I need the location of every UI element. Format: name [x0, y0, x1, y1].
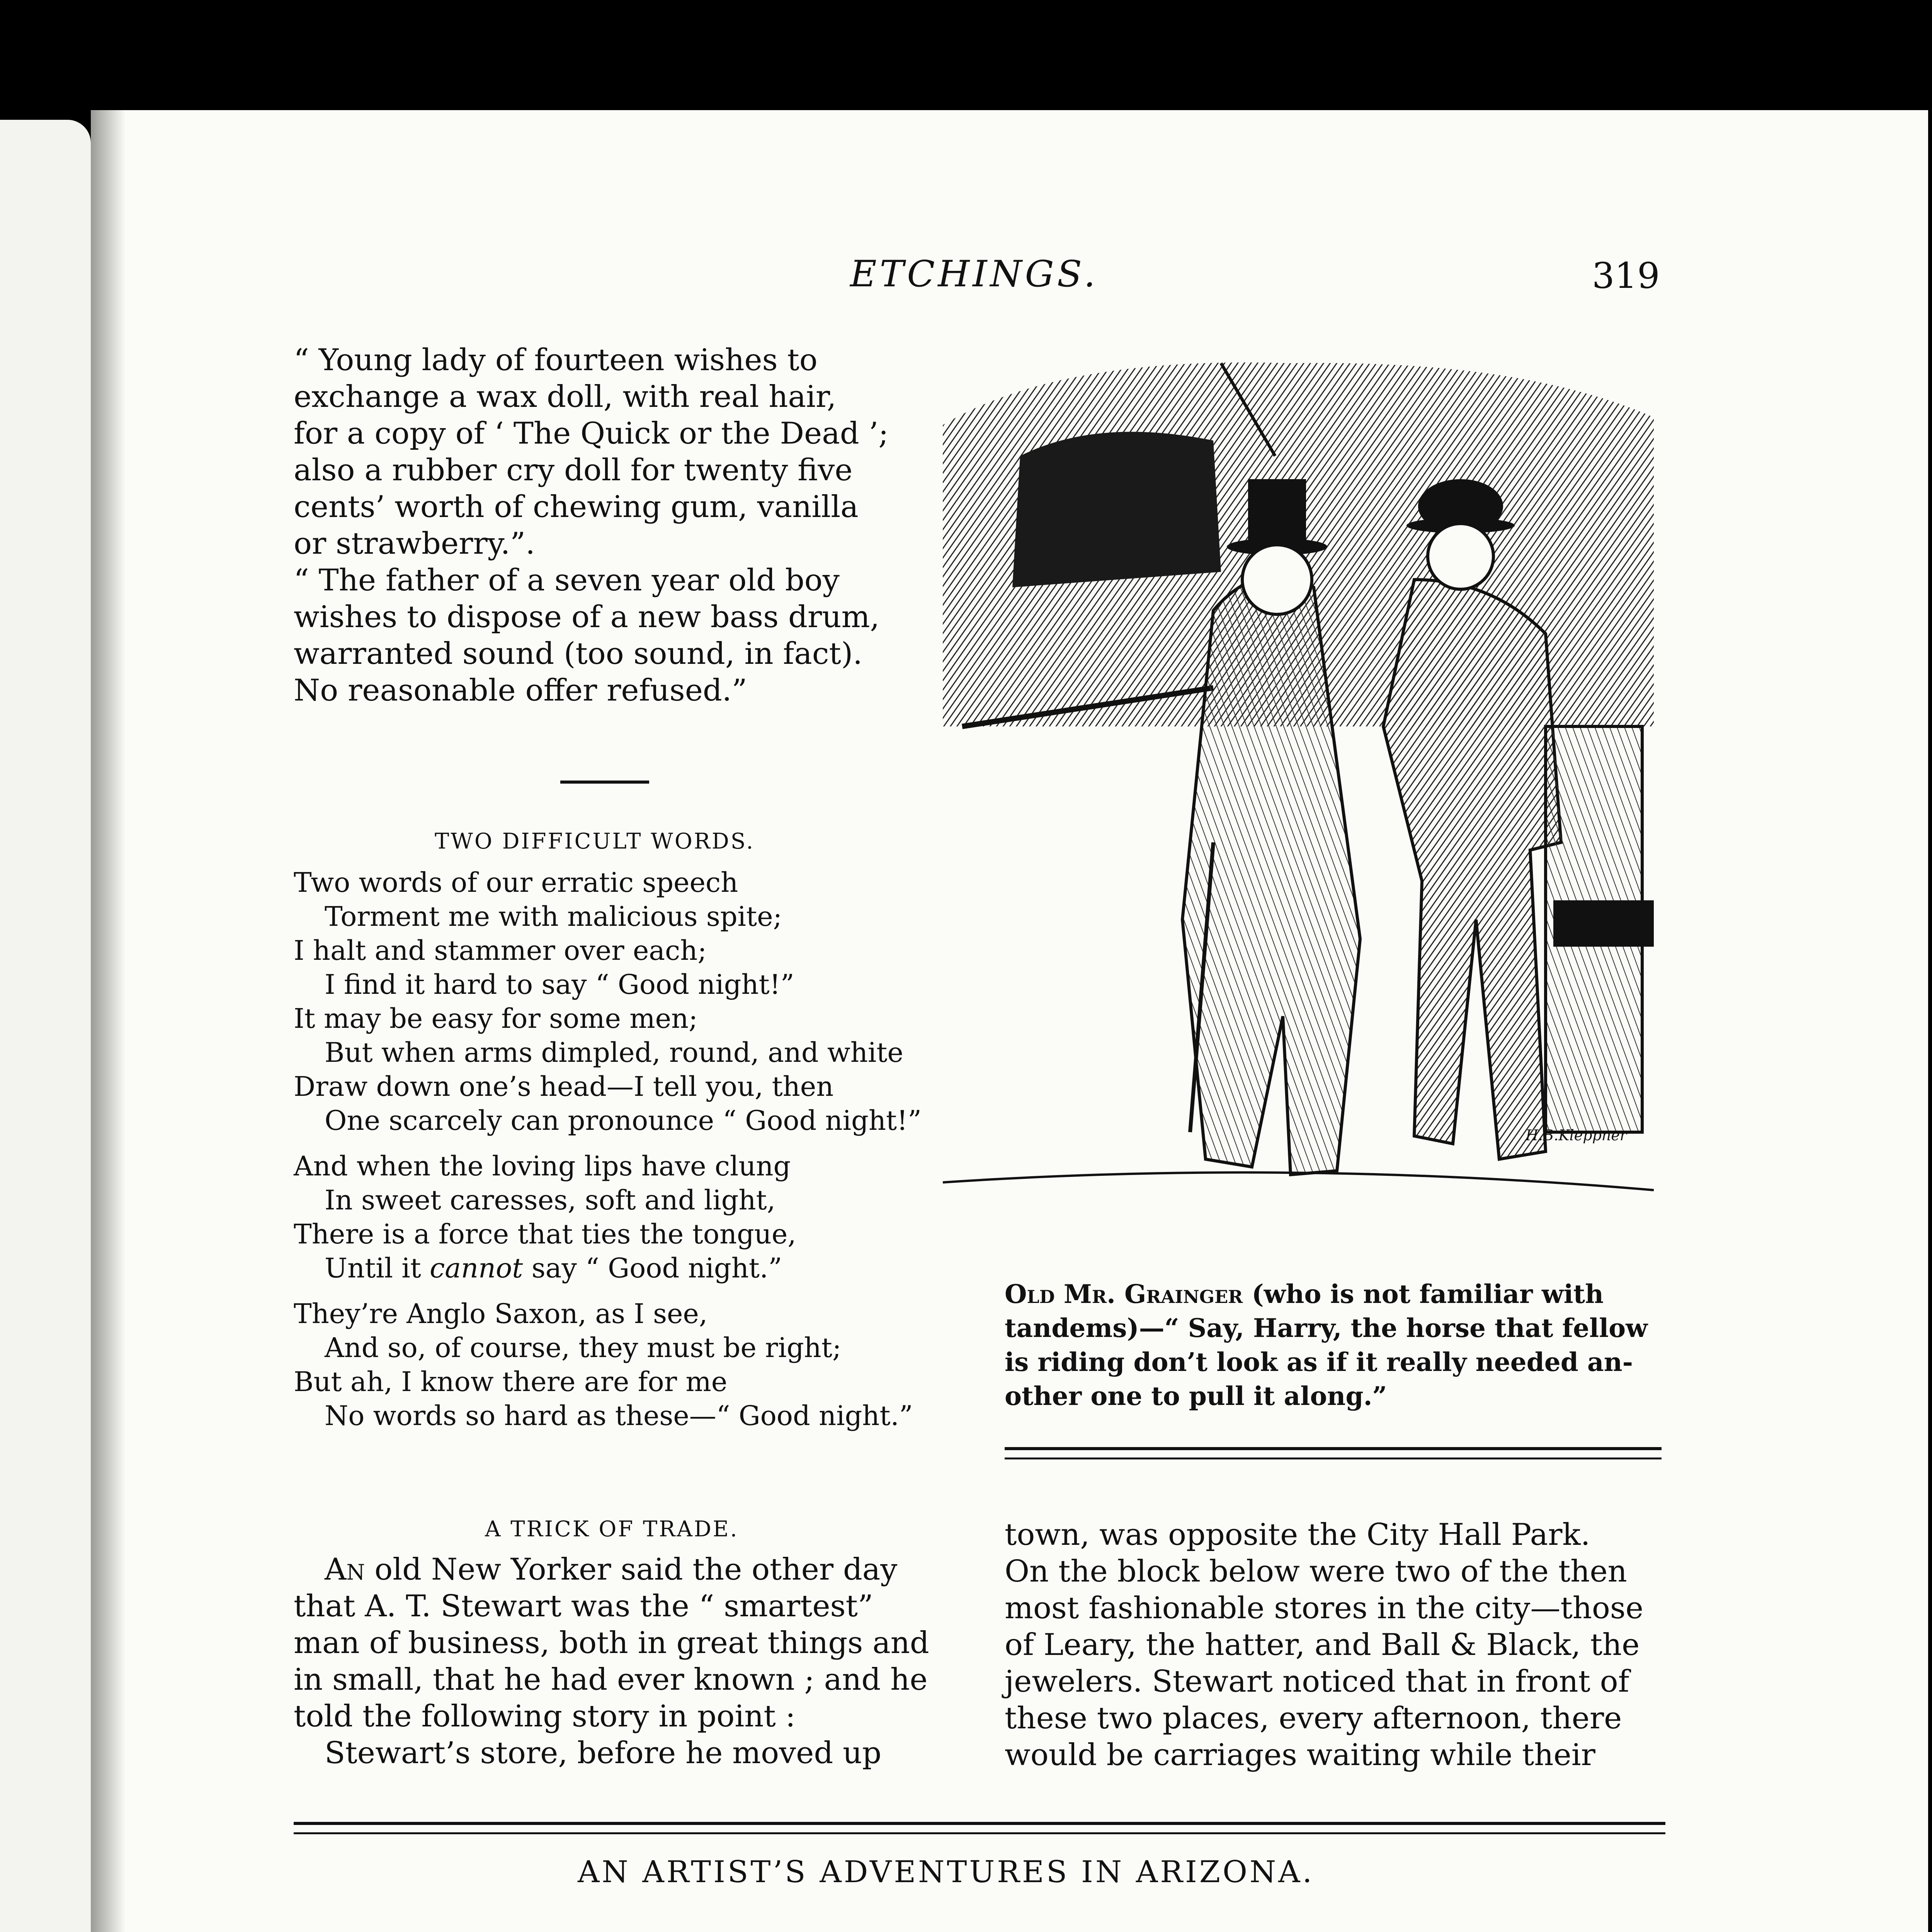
- poem-line: They’re Anglo Saxon, as I see,: [294, 1298, 708, 1330]
- poem-line: No words so hard as these—“ Good night.”: [325, 1400, 913, 1432]
- article-line: would be carriages waiting while their: [1005, 1738, 1595, 1772]
- ad-text-block: [294, 342, 889, 709]
- cartoon-panel-1: [340, 1924, 900, 1932]
- poem-line: In sweet caresses, soft and light,: [325, 1184, 776, 1216]
- article-line: that A. T. Stewart was the “ smartest”: [294, 1589, 873, 1624]
- caption-line: other one to pull it along.”: [1005, 1381, 1387, 1411]
- artist-and-cowboy-drawing: [340, 1924, 900, 1932]
- ad-line: warranted sound (too sound, in fact).: [294, 636, 863, 671]
- full-double-rule-bottom: [294, 1832, 1665, 1834]
- article-line: Stewart’s store, before he moved up: [325, 1736, 882, 1770]
- article-line: jewelers. Stewart noticed that in front of: [1005, 1664, 1629, 1699]
- poem-title: TWO DIFFICULT WORDS.: [435, 829, 755, 854]
- double-rule-bottom: [1005, 1458, 1662, 1459]
- ad-line: wishes to dispose of a new bass drum,: [294, 600, 880, 634]
- caption-line: [1005, 1277, 1648, 1311]
- poem-line: It may be easy for some men;: [294, 1003, 698, 1034]
- poem-line: There is a force that ties the tongue,: [294, 1218, 796, 1250]
- poem-line: And when the loving lips have clung: [294, 1150, 791, 1182]
- poem-body: [294, 866, 922, 1433]
- ad-line: No reasonable offer refused.”: [294, 673, 747, 708]
- ad-line: exchange a wax doll, with real hair,: [294, 379, 837, 414]
- full-double-rule-top: [294, 1822, 1665, 1825]
- poem-line-start: Until it: [325, 1252, 421, 1284]
- caption-speaker: Old Mr. Grainger: [1005, 1279, 1243, 1309]
- tandem-illustration: [943, 340, 1665, 1221]
- article-line: man of business, both in great things and: [294, 1626, 929, 1660]
- tandem-etching: [943, 340, 1665, 1221]
- ad-line: cents’ worth of chewing gum, vanilla: [294, 490, 859, 524]
- article-line: of Leary, the hatter, and Ball & Black, the: [1005, 1628, 1640, 1662]
- spine-shadow: [91, 110, 126, 1932]
- poem-line: One scarcely can pronounce “ Good night!”: [325, 1105, 922, 1136]
- poem-line: But when arms dimpled, round, and white: [325, 1037, 903, 1068]
- poem-line: And so, of course, they must be right;: [325, 1332, 842, 1364]
- facing-page-edge: [0, 120, 91, 1932]
- ad-line: for a copy of ‘ The Quick or the Dead ’;: [294, 416, 889, 451]
- poem-line-end: say “ Good night.”: [531, 1252, 782, 1284]
- article-column-left: [294, 1551, 929, 1772]
- article-line-rest: old New Yorker said the other day: [374, 1552, 898, 1587]
- poem-line: Two words of our erratic speech: [294, 867, 738, 898]
- article-line: On the block below were two of the then: [1005, 1554, 1627, 1589]
- running-title: ETCHINGS.: [850, 253, 1099, 295]
- page-number: 319: [1592, 255, 1660, 296]
- caption-line: is riding don’t look as if it really needed an-: [1005, 1347, 1633, 1377]
- article-line: in small, that he had ever known ; and he: [294, 1662, 928, 1697]
- article-title: A TRICK OF TRADE.: [485, 1517, 739, 1542]
- article-line: these two places, every afternoon, there: [1005, 1701, 1622, 1736]
- cartoon-title: AN ARTIST’S ADVENTURES IN ARIZONA.: [578, 1855, 1315, 1889]
- poem-line: Torment me with malicious spite;: [325, 901, 782, 932]
- section-divider: [560, 781, 649, 784]
- double-rule-top: [1005, 1447, 1662, 1450]
- ad-line: “ Young lady of fourteen wishes to: [294, 343, 818, 378]
- poem-line: But ah, I know there are for me: [294, 1366, 728, 1398]
- caption-line-rest: (who is not familiar with: [1252, 1279, 1604, 1309]
- poem-line: I halt and stammer over each;: [294, 935, 707, 966]
- ad-line: “ The father of a seven year old boy: [294, 563, 840, 598]
- article-lead-word: An: [325, 1552, 365, 1587]
- article-line: [294, 1551, 929, 1588]
- poem-emphasis: cannot: [430, 1252, 523, 1284]
- illustrator-signature: H.B.Kleppner: [1525, 1127, 1627, 1144]
- article-line: most fashionable stores in the city—those: [1005, 1591, 1644, 1626]
- ad-line: also a rubber cry doll for twenty five: [294, 453, 853, 488]
- ad-line: or strawberry.”.: [294, 526, 535, 561]
- article-column-right: [1005, 1517, 1643, 1774]
- cartoon-panel-2: [1043, 1924, 1681, 1932]
- poem-line: [294, 1251, 922, 1285]
- cowboy-with-gun-drawing: [1043, 1924, 1681, 1932]
- caption-line: tandems)—“ Say, Harry, the horse that fellow: [1005, 1313, 1648, 1343]
- article-line: told the following story in point :: [294, 1699, 796, 1734]
- poem-line: I find it hard to say “ Good night!”: [325, 969, 794, 1000]
- article-line: town, was opposite the City Hall Park.: [1005, 1517, 1590, 1552]
- tandem-caption: [1005, 1277, 1648, 1413]
- poem-line: Draw down one’s head—I tell you, then: [294, 1071, 834, 1102]
